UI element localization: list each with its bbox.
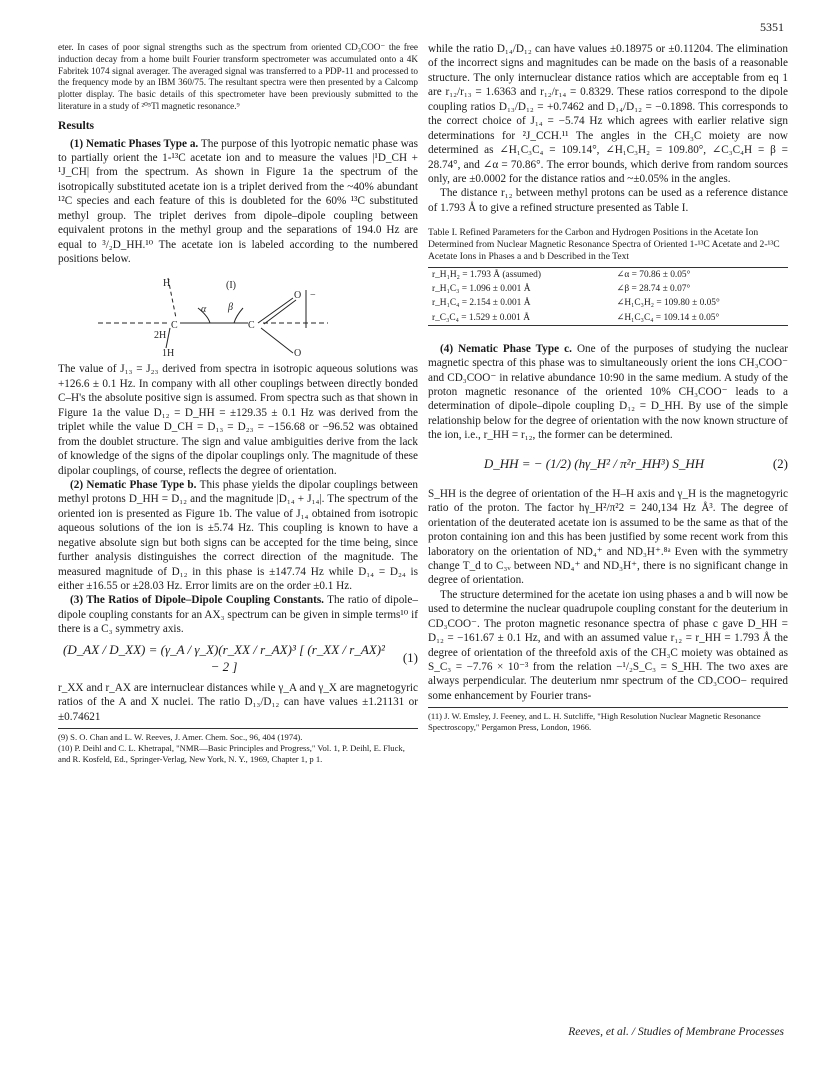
table-row <box>428 296 788 310</box>
type-b-heading: (2) Nematic Phase Type b. <box>70 478 197 491</box>
type-c-heading: (4) Nematic Phase Type c. <box>440 342 572 355</box>
intro-paragraph: eter. In cases of poor signal strengths such as the spectrum from oriented CD₃COO⁻ the free induction decay from a home built Fourier transform spectrometer was accumulated onto a 4K Fabritek 1074 signal averager. The averaged signal was transferred to a PDP-11 and processed to the frequency mode by an IBM 360/75. The resultant spectra were then presented by a Calcomp plotter display. The basic details of this spectrometer have been previously submitted to the literature in a study of ²⁰⁵Tl magnetic resonance.⁹ <box>58 42 418 111</box>
equation-1-body: (D_AX / D_XX) = (γ_A / γ_X)(r_XX / r_AX)³ [ (r_XX / r_AX)² − 2 ] <box>63 642 385 674</box>
equation-1 <box>58 640 418 678</box>
charge-label: − <box>310 290 316 302</box>
after-eq1-text: r_XX and r_AX are internuclear distances while γ_A and γ_X are magnetogyric ratios of the A and X nuclei. The ratio D₁₃/D₁₂ can have values ±1.21131 or ±0.74621 <box>58 681 418 723</box>
type-a-paragraph <box>58 137 418 267</box>
table-cell: r_H₁C₃ = 1.096 ± 0.001 Å <box>432 284 531 295</box>
ratios-paragraph <box>58 593 418 636</box>
oxygen-atom-label: O <box>294 290 302 302</box>
table-caption: Table I. Refined Parameters for the Carbon and Hydrogen Positions in the Acetate Ion Determined from Nuclear Magnetic Resonance Spectra of Oriented 1-¹³C Acetate and 2-¹³C Acetate Ions in Phases a and b Described in the Text <box>428 227 780 263</box>
structure-label: (I) <box>226 280 236 292</box>
table-cell: ∠β = 28.74 ± 0.07° <box>616 284 691 295</box>
table-cell: ∠α = 70.86 ± 0.05° <box>616 270 691 281</box>
right-column <box>428 42 788 733</box>
table-cell: r_H₁C₄ = 2.154 ± 0.001 Å <box>432 298 531 309</box>
running-footer: Reeves, et al. / Studies of Membrane Processes <box>568 1026 784 1038</box>
hydrogen-atom-label: H <box>163 278 171 290</box>
hydrogen-atom-label: 1H <box>162 348 175 360</box>
results-heading: Results <box>58 118 95 132</box>
type-a-heading: (1) Nematic Phases Type a. <box>70 137 199 150</box>
equation-2-body: D_HH = − (1/2) (hγ_H² / π²r_HH³) S_HH <box>483 456 705 472</box>
carbon-atom-label: C <box>171 320 178 332</box>
type-b-text: This phase yields the dipolar couplings between methyl protons D_HH = D₁₂ and the magnitude |D₁₄ + J₁₄|. The spectrum of the oriented ion is presented as Figure 1b. The value of J₁₄ obtained from isotropic aqueous solutions of the ion is ±5.74 Hz. This coupling is known to have a negative absolute sign but both signs can be accepted for the time being, since further analysis distinguishes the correct direction of the magnitude. The measured magnitude of D₁₂ in this phase is ±147.74 Hz while D₁₄ = D₂₄ is either ±16.55 or ±28.03 Hz. Error limits are on the order ±0.1 Hz. <box>58 478 419 593</box>
equation-1-number: (1) <box>402 650 418 666</box>
equation-2 <box>428 446 788 484</box>
left-column <box>58 42 418 764</box>
table-cell: r_H₁H₂ = 1.793 Å (assumed) <box>432 270 541 281</box>
ratios-text: The ratio of dipole–dipole coupling constants for an AX₃ spectrum can be given in simple terms¹⁰ if there is a C₃ symmetry axis. <box>58 594 418 636</box>
type-a-text: The purpose of this lyotropic nematic phase was to partially orient the 1-¹³C acetate ion and to measure the values |¹D_CH + ¹J_CH| from the spectrum. As shown in Figure 1a the spectrum of the isotropically substituted acetate ion is a triplet derived from the ~40% abundant ¹²C species and each feature of this is doubleted for the 60% ¹³C substituted methyl group. The triplet derives from dipole–dipole coupling between equivalent protons in the methyl group and the separations of 194.0 Hz are equal to ³/₂D_HH.¹⁰ The acetate ion is labeled according to the numbered positions below. <box>58 137 418 266</box>
page-number: 5351 <box>760 20 784 34</box>
type-c-text: One of the purposes of studying the nuclear magnetic spectra of this phase was to simultaneously orient the ions CH₃COO⁻ and CD₃COO⁻ in relative abundance 10:90 in the same medium. A study of the proton magnetic resonance of the oriented 10% CH₃COO⁻ leads to a determination of dipole–dipole coupling D₁₂ = D_HH. By use of the simple relationship below for the degree of orientation with the now known structure of the ion, i.e., r_HH = r₁₂, the former can be determined. <box>428 342 789 442</box>
after-eq2-text: S_HH is the degree of orientation of the H–H axis and γ_H is the magnetogyric ratio of the proton. The factor hγ_H²/π²2 = 240,134 Hz Å³. The degree of orientation of the deuterated acetate ion is assumed to be the same as that of the proton containing ion and this has been justified by some recent work from this laboratory on the orientation of ND₄⁺ and ND₃H⁺.⁸ᵃ Even with the symmetry change T_d to C₃ᵥ between ND₄⁺ and ND₃H⁺, there is no significant change in degree of orientation. <box>428 487 788 587</box>
table-cell: ∠H₁C₃H₂ = 109.80 ± 0.05° <box>616 298 720 309</box>
footnote: (10) P. Deihl and C. L. Khetrapal, "NMR—Basic Principles and Progress," Vol. 1, P. Deihl, E. Fluck, and R. Kosfeld, Ed., Springer-Verlag, New York, N. Y., 1969, Chapter 1, p 1. <box>58 742 405 764</box>
table-row <box>428 268 788 283</box>
footnote: (9) S. O. Chan and L. W. Reeves, J. Amer. Chem. Soc., 96, 404 (1974). <box>58 732 303 743</box>
table-cell: r_C₃C₄ = 1.529 ± 0.001 Å <box>432 312 530 323</box>
continuation-text: while the ratio D₁₄/D₁₂ can have values ±0.18975 or ±0.11204. The elimination of the incorrect signs and magnitudes can be made on the basis of a reasonable structure. The only internuclear distance ratios which are acceptable from eq 1 are r₁₂/r₁₃ = 1.6363 and r₁₂/r₁₄ = 0.8329. These ratios correspond to the dipole coupling ratios D₁₃/D₁₂ = +0.7462 and D₁₄/D₁₂ = −0.1898. This corresponds to the correct choice of J₁₄ = −5.74 Hz which agrees with earlier relative sign determinations for ²J_CCH.¹¹ The angles in the CH₃C moiety are now determined as ∠H₁C₃C₄ = 109.14°, ∠H₁C₃H₂ = 109.80°, ∠C₃C₄H = β = 28.74°, and ∠α = 70.86°. The error bounds, which derive from random sources only, are ±0.0002 for the distance ratios and ~±0.05% in the angles. <box>428 43 788 185</box>
right-footnotes <box>428 707 788 732</box>
left-footnotes <box>58 728 418 764</box>
acetate-structure-diagram <box>58 268 418 360</box>
final-paragraph: The structure determined for the acetate ion using phases a and b will now be used to determine the nuclear quadrupole coupling constant for the deuterium in CD₃COO⁻. The proton magnetic resonance spectra of phase c gave D_HH = D₁₂ = −161.67 ± 0.1 Hz, and with an assumed value r₁₂ = r_HH = 1.793 Å the degree of orientation of the threefold axis of the CH₃C moiety was obtained as S_C₃ = −7.76 × 10⁻³ from the relation −¹/₂S_C₃ = S_HH. The two axes are always perpendicular. The deuterium nmr spectrum of the CD₃COO− required some enhancement by Fourier trans- <box>428 588 788 702</box>
alpha-angle-label: α <box>201 304 207 316</box>
table-cell: ∠H₁C₃C₄ = 109.14 ± 0.05° <box>616 312 720 323</box>
distance-paragraph: The distance r₁₂ between methyl protons can be used as a reference distance of 1.793 Å to give a refined structure presented as Table I. <box>428 187 788 214</box>
type-c-paragraph <box>428 342 788 443</box>
ratios-heading: (3) The Ratios of Dipole–Dipole Coupling Constants. <box>70 594 324 607</box>
carbon-atom-label: C <box>248 320 255 332</box>
equation-2-number: (2) <box>772 456 788 472</box>
type-b-paragraph <box>58 478 418 594</box>
parameters-table <box>428 267 788 326</box>
table-row <box>428 311 788 326</box>
oxygen-atom-label: O <box>294 348 302 360</box>
table-row <box>428 282 788 296</box>
beta-angle-label: β <box>228 302 233 314</box>
after-structure-text: The value of J₁₃ = J₂₃ derived from spectra in isotropic aqueous solutions was +126.6 ± 0.1 Hz. In company with all other couplings between directly bonded C–H's the absolute positive sign is assumed. From spectra such as that shown in Figure 1a the value D₁₂ = D_HH = ±129.35 ± 0.1 Hz was derived from the triplet while the value D_CH = D₁₃ = D₂₃ = −156.68 or −96.52 was obtained from the doublet structure. The sign and value ambiguities derive from the lack of knowledge of the signs of the dipolar couplings only. The magnitude of these dipolar couplings, of course, reflects the degree of orientation. <box>58 363 418 477</box>
footnote: (11) J. W. Emsley, J. Feeney, and L. H. Sutcliffe, "High Resolution Nuclear Magnetic Resonance Spectroscopy," Pergamon Press, London, 1966. <box>428 711 761 733</box>
hydrogen-atom-label: 2H <box>154 330 167 342</box>
